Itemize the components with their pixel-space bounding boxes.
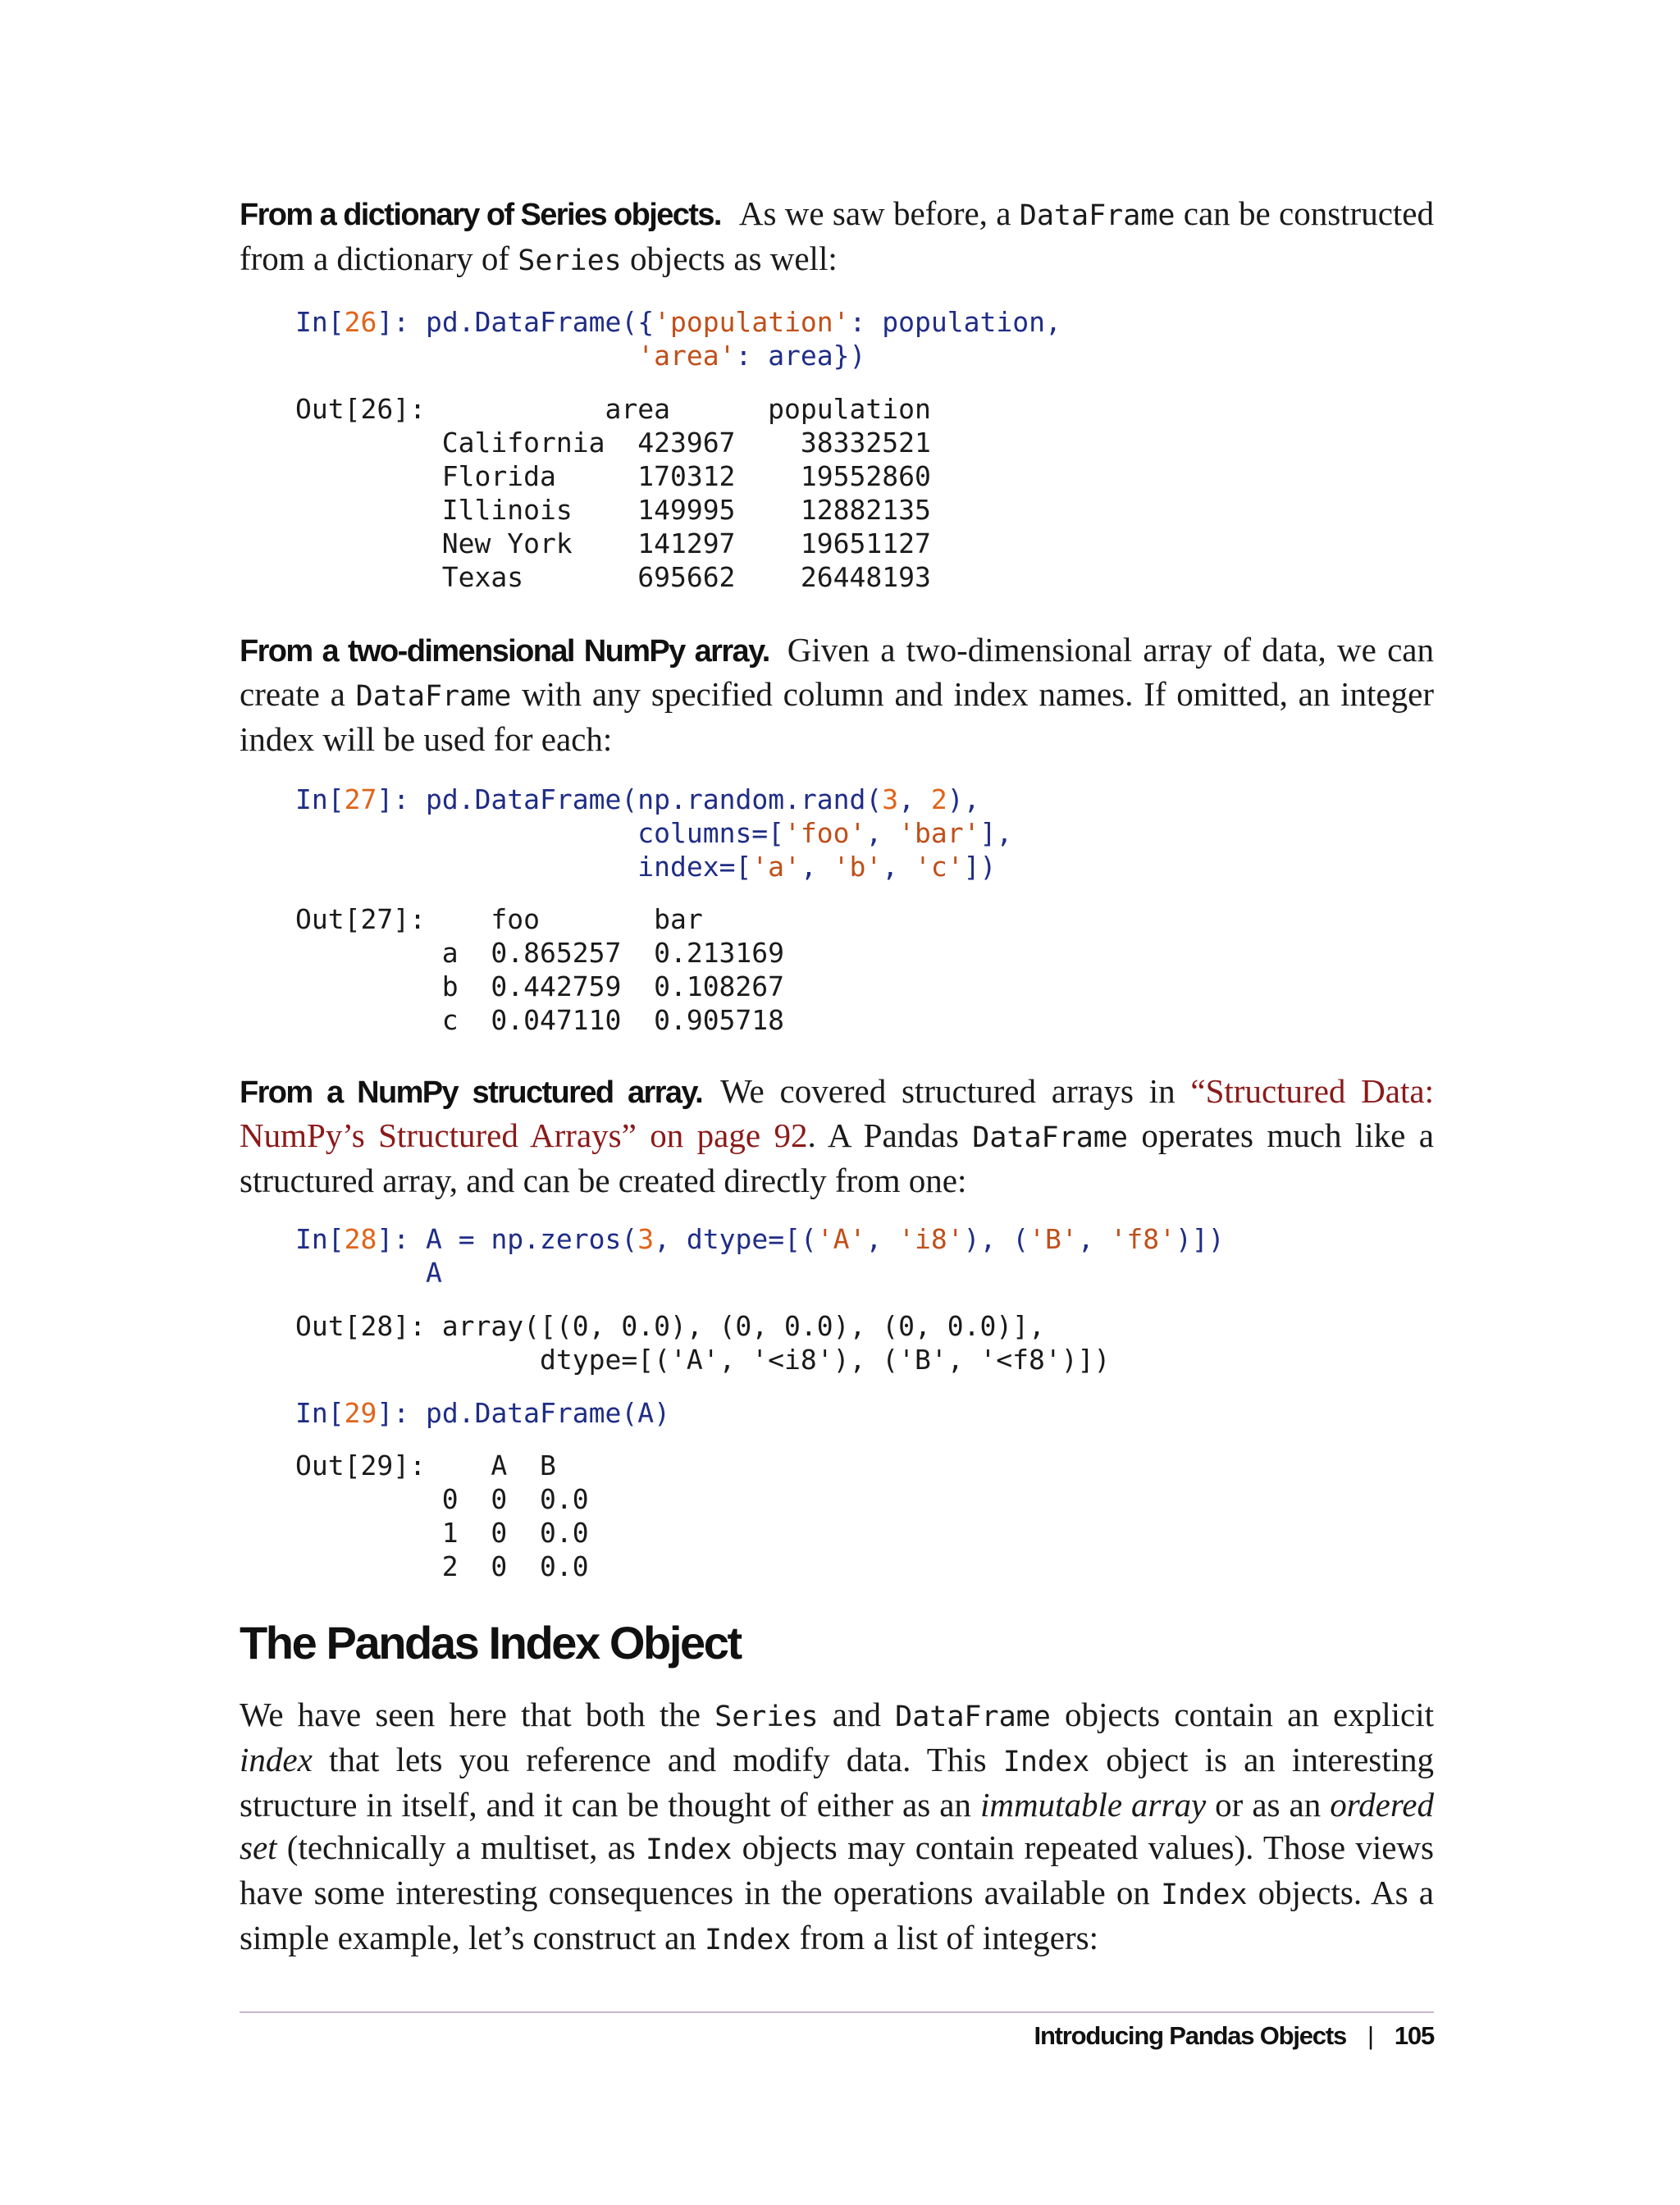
inline-code: Index xyxy=(705,1924,792,1956)
code-string: 'c' xyxy=(915,851,964,883)
code-string: 'B' xyxy=(1029,1223,1078,1255)
inline-code: Series xyxy=(518,244,622,277)
output-row: California 423967 38332521 xyxy=(295,427,931,459)
code-token: pd.DataFrame(np.random.rand( xyxy=(425,783,883,815)
code-number: 3 xyxy=(637,1223,655,1255)
code-string: 'area' xyxy=(637,340,736,372)
code-string: 'population' xyxy=(654,306,850,338)
text-run: operates much like a structured array, and can be created directly from one: xyxy=(240,1116,1434,1199)
section-heading: The Pandas Index Object xyxy=(240,1617,741,1669)
section3-paragraph xyxy=(240,1070,1434,1202)
text-run: can be constructed from a dictionary of xyxy=(240,194,1434,277)
code-string: 'foo' xyxy=(784,817,866,849)
output-row: Illinois 149995 12882135 xyxy=(295,494,931,526)
code-string: 'i8' xyxy=(898,1223,964,1255)
text-run: Given a two-dimensional array of data, we can create a xyxy=(240,631,1434,713)
in-prompt: In[28]: xyxy=(295,1223,426,1255)
in-prompt: In[27]: xyxy=(295,783,426,815)
output-row: Out[28]: array([(0, 0.0), (0, 0.0), (0, 0.0)], xyxy=(295,1310,1045,1342)
run-in-heading: From a NumPy structured array. xyxy=(240,1075,703,1110)
inline-code: DataFrame xyxy=(1019,199,1176,232)
section4-block xyxy=(240,1693,1434,1961)
inline-code: Index xyxy=(1161,1879,1248,1911)
section1-block xyxy=(240,192,1434,282)
text-run: objects as well: xyxy=(621,240,838,277)
output-row: a 0.865257 0.213169 xyxy=(295,937,785,969)
output-block-out27 xyxy=(295,902,784,1037)
output-row: Texas 695662 26448193 xyxy=(295,561,931,593)
code-string: 'b' xyxy=(833,851,883,883)
run-in-heading: From a two-dimensional NumPy array. xyxy=(240,634,769,669)
output-row: New York 141297 19651127 xyxy=(295,527,931,559)
in-prompt: In[29]: xyxy=(295,1397,426,1429)
emphasis: ordered set xyxy=(240,1786,1434,1866)
output-block-out29 xyxy=(295,1449,589,1583)
code-number: 2 xyxy=(930,783,947,815)
output-row: c 0.047110 0.905718 xyxy=(295,1004,785,1036)
output-row: 2 0 0.0 xyxy=(295,1550,589,1582)
section3-block xyxy=(240,1070,1434,1202)
output-row: 1 0 0.0 xyxy=(295,1517,589,1549)
emphasis: index xyxy=(240,1741,313,1778)
cross-reference-link[interactable]: “Structured Data: NumPy’s Structured Arrays” on page 92 xyxy=(240,1072,1434,1154)
in-prompt: In[26]: xyxy=(295,306,426,338)
code-string: 'a' xyxy=(751,851,801,883)
output-row: 0 0 0.0 xyxy=(295,1483,589,1515)
code-block-in27: In[27]: pd.DataFrame(np.random.rand(3, 2), columns=['foo', 'bar'], index=['a', 'b', 'c']) xyxy=(295,783,1013,883)
code-block-in26 xyxy=(295,305,1061,372)
text-run: . A Pandas xyxy=(807,1116,973,1154)
output-header: Out[29]: A B xyxy=(295,1449,556,1481)
inline-code: Index xyxy=(1002,1746,1090,1778)
code-token: A xyxy=(295,1257,442,1289)
output-header: Out[27]: foo bar xyxy=(295,903,703,935)
text-run: with any specified column and index names. If omitted, an integer index will be used for each: xyxy=(240,675,1434,758)
output-block-out26 xyxy=(295,392,931,594)
code-block-in29 xyxy=(295,1396,670,1430)
output-block-out28 xyxy=(295,1309,1110,1376)
page-number: 105 xyxy=(1394,2021,1434,2050)
output-row: b 0.442759 0.108267 xyxy=(295,970,785,1002)
run-in-heading: From a dictionary of Series objects. xyxy=(240,198,721,232)
inline-code: Index xyxy=(645,1833,733,1866)
inline-code: DataFrame xyxy=(355,680,512,713)
code-token: pd.DataFrame(A) xyxy=(425,1397,670,1429)
text-run: We covered structured arrays in xyxy=(720,1072,1191,1110)
footer-rule xyxy=(240,2011,1434,2013)
text-run: As we saw before, a xyxy=(738,194,1020,232)
code-string: 'bar' xyxy=(898,817,980,849)
code-token: A = np.zeros( xyxy=(425,1223,638,1255)
code-string: 'A' xyxy=(816,1223,866,1255)
emphasis: immutable array xyxy=(979,1786,1207,1824)
section4-paragraph: We have seen here that both the Series and DataFrame objects contain an explicit index that lets you reference and modify data. This Index object is an interesting structure in itself, and it can be thought of either as an immutable array or as an ordered set (technically a multiset, as Index objects may contain repeated values). Those views have some interesting consequences in the operations available on Index objects. As a simple example, let’s construct an Index from a list of integers: xyxy=(240,1696,1435,1956)
inline-code: DataFrame xyxy=(895,1701,1051,1733)
inline-code: Series xyxy=(714,1701,819,1733)
code-token: : area}) xyxy=(735,340,866,372)
code-string: 'f8' xyxy=(1110,1223,1176,1255)
section2-block xyxy=(240,628,1434,760)
section2-paragraph xyxy=(240,628,1434,760)
code-token: index=[ xyxy=(637,851,752,883)
output-row: dtype=[('A', '<i8'), ('B', '<f8')]) xyxy=(295,1344,1111,1376)
page-footer xyxy=(1034,2021,1434,2051)
code-block-in28: In[28]: A = np.zeros(3, dtype=[('A', 'i8'), ('B', 'f8')]) A xyxy=(295,1223,1225,1289)
output-header: Out[26]: area population xyxy=(295,393,931,425)
footer-separator: | xyxy=(1367,2021,1373,2050)
inline-code: DataFrame xyxy=(972,1121,1128,1154)
code-token: : population, xyxy=(849,306,1061,338)
output-row: Florida 170312 19552860 xyxy=(295,460,931,492)
footer-chapter-title: Introducing Pandas Objects xyxy=(1034,2021,1347,2050)
code-token: columns=[ xyxy=(637,817,785,849)
code-number: 3 xyxy=(882,783,899,815)
code-token: pd.DataFrame({ xyxy=(425,306,655,338)
section1-paragraph xyxy=(240,192,1434,282)
